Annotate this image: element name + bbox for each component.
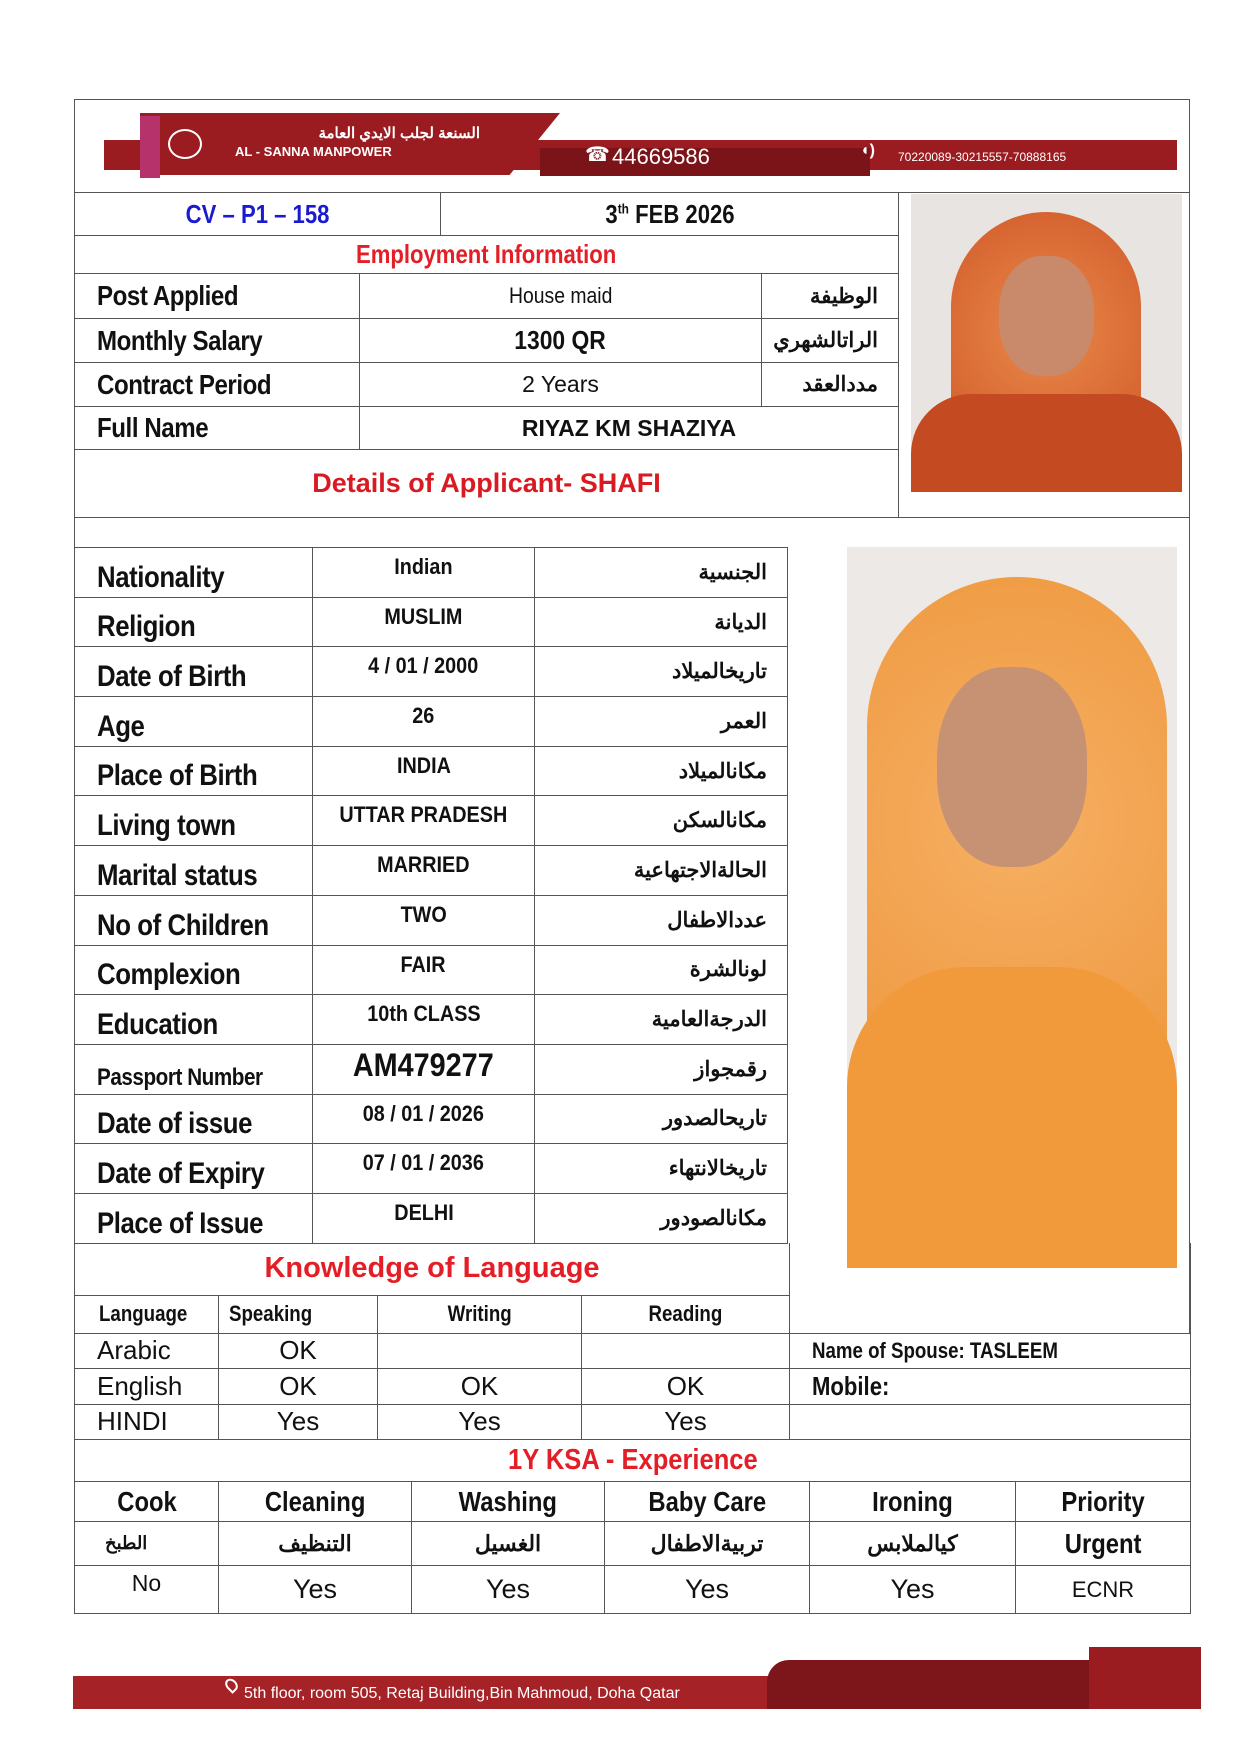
label-ar: عددالاطفال	[535, 895, 788, 945]
experience-arabic: كيالملابس	[810, 1522, 1016, 1566]
col-reading: Reading	[648, 1301, 723, 1326]
value: FAIR	[400, 951, 447, 977]
experience-header: Washing	[458, 1485, 558, 1517]
row-full-name	[75, 407, 899, 450]
experience-arabic: التنظيف	[219, 1522, 412, 1566]
experience-value: Yes	[605, 1566, 810, 1614]
cv-code: CV – P1 – 158	[185, 198, 330, 229]
experience-title: 1Y KSA - Experience	[507, 1444, 758, 1476]
language-row-arabic	[75, 1333, 1191, 1368]
label: Post Applied	[97, 280, 239, 311]
value: TWO	[400, 901, 447, 927]
experience-values-row	[75, 1566, 1191, 1614]
label-ar: مكانالميلاد	[535, 746, 788, 796]
phone-icon: ☎	[585, 144, 610, 166]
experience-header: Baby Care	[648, 1485, 766, 1517]
label: Complexion	[97, 958, 241, 992]
label: Passport Number	[97, 1063, 263, 1091]
label-ar: الجنسية	[535, 548, 788, 598]
value: 1300 QR	[514, 325, 607, 355]
label-ar: مكانالصودور	[535, 1193, 788, 1243]
label-ar: تاريحالصدور	[535, 1094, 788, 1144]
value: Indian	[394, 554, 453, 579]
cell	[378, 1333, 582, 1368]
experience-table	[74, 1439, 1191, 1614]
personal-row	[75, 846, 788, 896]
details-title: Details of Applicant- SHAFI	[75, 450, 899, 518]
frame-right-lower	[787, 547, 1190, 1333]
experience-header: Priority	[1061, 1485, 1145, 1517]
cell	[582, 1333, 790, 1368]
row-post-applied	[75, 274, 899, 319]
label: Full Name	[97, 412, 209, 443]
experience-arabic: تربيةالاطفال	[605, 1522, 810, 1566]
mobile-numbers: 70220089-30215557-70888165	[898, 150, 1067, 164]
personal-row	[75, 548, 788, 598]
cell: OK	[378, 1368, 582, 1404]
cell: OK	[219, 1368, 378, 1404]
employment-table	[74, 192, 899, 518]
personal-row	[75, 945, 788, 995]
label-ar: مددالعقد	[762, 363, 899, 407]
experience-value: Yes	[810, 1566, 1016, 1614]
employment-title: Employment Information	[356, 239, 617, 269]
footer-dark-block	[767, 1660, 1090, 1709]
frame-gap	[74, 517, 1190, 547]
value: MARRIED	[377, 852, 470, 878]
label: Religion	[97, 610, 196, 644]
value: 10th CLASS	[366, 1001, 481, 1027]
label-ar: مكانالسكن	[535, 796, 788, 846]
cell: Yes	[219, 1404, 378, 1439]
experience-header: Cook	[116, 1485, 177, 1517]
label-ar: رقمجواز	[535, 1044, 788, 1094]
personal-row	[75, 995, 788, 1045]
value: 2 Years	[522, 371, 599, 397]
personal-row	[75, 597, 788, 647]
label-ar: الديانة	[535, 597, 788, 647]
personal-row	[75, 1144, 788, 1194]
company-name-ar: السنعة لجلب الايدي العامة	[318, 125, 480, 142]
value: House maid	[508, 283, 613, 308]
label-ar: الدرجةالعامية	[535, 995, 788, 1045]
cell: Yes	[378, 1404, 582, 1439]
experience-value: Yes	[219, 1566, 412, 1614]
mobile-label: Mobile:	[812, 1370, 890, 1401]
experience-value: No	[75, 1566, 219, 1614]
header-accent	[140, 116, 160, 178]
label: Date of Birth	[97, 660, 247, 694]
cell: OK	[219, 1333, 378, 1368]
col-speaking: Speaking	[229, 1301, 313, 1326]
label: No of Children	[97, 908, 269, 942]
value: AM479277	[353, 1046, 494, 1083]
footer-red-block	[1089, 1647, 1201, 1709]
col-language: Language	[99, 1301, 188, 1326]
label: Living town	[97, 809, 236, 843]
value: 4 / 01 / 2000	[368, 653, 479, 679]
applicant-photo-passport	[911, 194, 1182, 492]
phone-number: 44669586	[612, 144, 710, 169]
label-ar: الوظيفة	[762, 274, 899, 319]
experience-arabic: الطبخ	[75, 1522, 219, 1566]
label: Date of issue	[97, 1107, 253, 1141]
cell: HINDI	[75, 1404, 219, 1439]
label: Nationality	[97, 560, 225, 594]
personal-row	[75, 647, 788, 697]
language-row-hindi	[75, 1404, 1191, 1439]
label: Contract Period	[97, 368, 272, 400]
personal-row	[75, 697, 788, 747]
spouse-name: Name of Spouse: TASLEEM	[812, 1337, 1058, 1363]
label-ar: الحالةالاجتهاعية	[535, 846, 788, 896]
value: 26	[412, 703, 435, 729]
value: INDIA	[396, 752, 451, 778]
experience-arabic-row	[75, 1522, 1191, 1566]
personal-details-table	[74, 547, 788, 1244]
mobile-icon: ◖)	[860, 142, 875, 159]
company-name-en: AL - SANNA MANPOWER	[235, 144, 392, 159]
label-ar: العمر	[535, 697, 788, 747]
label: Place of Issue	[97, 1206, 264, 1240]
label: Place of Birth	[97, 759, 258, 793]
label-ar: لونالشرة	[535, 945, 788, 995]
label: Education	[97, 1007, 218, 1041]
personal-row	[75, 746, 788, 796]
value: MUSLIM	[384, 603, 463, 629]
cell: OK	[582, 1368, 790, 1404]
priority-value: Urgent	[1064, 1527, 1142, 1559]
value: UTTAR PRADESH	[339, 802, 508, 828]
col-writing: Writing	[447, 1301, 512, 1326]
footer-address: 5th floor, room 505, Retaj Building,Bin Mahmoud, Doha Qatar	[244, 1685, 680, 1702]
label-ar: تاريخالانتهاء	[535, 1144, 788, 1194]
experience-header-row	[75, 1482, 1191, 1522]
value: 08 / 01 / 2026	[362, 1100, 485, 1126]
personal-row	[75, 1193, 788, 1243]
value: DELHI	[393, 1199, 454, 1225]
full-name: RIYAZ KM SHAZIYA	[360, 407, 899, 450]
label: Date of Expiry	[97, 1156, 265, 1190]
label: Age	[97, 709, 145, 743]
experience-header: Ironing	[872, 1485, 953, 1517]
cell: Arabic	[75, 1333, 219, 1368]
cv-date: 3th FEB 2026	[441, 193, 899, 236]
personal-row	[75, 796, 788, 846]
value: 07 / 01 / 2036	[362, 1150, 485, 1176]
personal-row	[75, 1044, 788, 1094]
label-ar: الراتالشهري	[762, 319, 899, 363]
language-title: Knowledge of Language	[75, 1243, 790, 1295]
experience-header: Cleaning	[264, 1485, 366, 1517]
language-table	[74, 1243, 1191, 1440]
globe-logo-icon	[168, 129, 202, 159]
language-row-english	[75, 1368, 1191, 1404]
language-header-row	[75, 1295, 1191, 1333]
label: Monthly Salary	[97, 324, 263, 356]
cell: English	[75, 1368, 219, 1404]
row-contract-period	[75, 363, 899, 407]
personal-row	[75, 1094, 788, 1144]
label: Marital status	[97, 858, 258, 892]
experience-value: Yes	[412, 1566, 605, 1614]
row-monthly-salary	[75, 319, 899, 363]
cell: Yes	[582, 1404, 790, 1439]
experience-value: ECNR	[1016, 1566, 1191, 1614]
experience-arabic: الغسيل	[412, 1522, 605, 1566]
label-ar: تاريخالميلاد	[535, 647, 788, 697]
personal-row	[75, 895, 788, 945]
